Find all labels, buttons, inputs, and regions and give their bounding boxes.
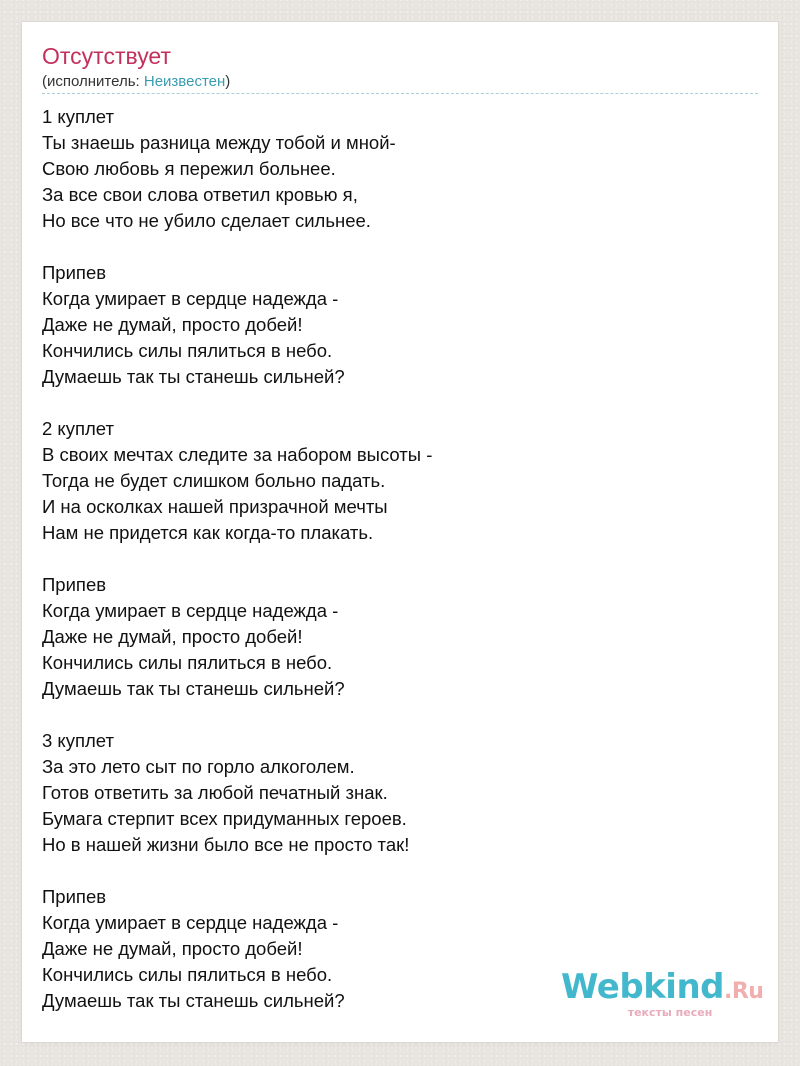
lyric-line: Когда умирает в сердце надежда - [42, 600, 339, 621]
stanza-verse-2 [42, 416, 758, 546]
stanza-heading: 2 куплет [42, 418, 114, 439]
stanza-chorus-1 [42, 260, 758, 390]
lyrics-card [22, 22, 778, 1042]
lyric-line: Готов ответить за любой печатный знак. [42, 782, 388, 803]
stanza-verse-3 [42, 728, 758, 858]
lyric-line: В своих мечтах следите за набором высоты - [42, 444, 433, 465]
watermark-brand: Webkind [561, 967, 724, 1007]
lyric-line: Кончились силы пялиться в небо. [42, 340, 333, 361]
lyric-line: За это лето сыт по горло алкоголем. [42, 756, 355, 777]
stanza-chorus-2 [42, 572, 758, 702]
stanza-heading: 3 куплет [42, 730, 114, 751]
stanza-heading: Припев [42, 886, 107, 907]
lyric-line: Думаешь так ты станешь сильней? [42, 990, 345, 1011]
lyric-line: Кончились силы пялиться в небо. [42, 652, 333, 673]
lyric-line: Ты знаешь разница между тобой и мной- [42, 132, 396, 153]
lyric-line: Когда умирает в сердце надежда - [42, 912, 339, 933]
artist-link[interactable]: Неизвестен [143, 73, 226, 90]
lyric-line: Думаешь так ты станешь сильней? [42, 366, 345, 387]
title-divider [42, 93, 758, 94]
watermark-tld: .Ru [724, 979, 764, 1004]
stanza-heading: 1 куплет [42, 106, 114, 127]
stanza-verse-1 [42, 104, 758, 234]
song-title: Отсутствует [42, 43, 171, 69]
performer-suffix: ) [225, 73, 231, 90]
lyric-line: И на осколках нашей призрачной мечты [42, 496, 388, 517]
site-watermark [561, 967, 764, 1019]
lyrics-body [42, 104, 758, 1040]
lyric-line: Бумага стерпит всех придуманных героев. [42, 808, 407, 829]
performer-prefix: (исполнитель: [42, 73, 144, 90]
lyric-line: Свою любовь я пережил больнее. [42, 158, 336, 179]
lyric-line: Но все что не убило сделает сильнее. [42, 210, 371, 231]
stanza-heading: Припев [42, 574, 107, 595]
lyric-line: Но в нашей жизни было все не просто так! [42, 834, 410, 855]
lyric-line: Тогда не будет слишком больно падать. [42, 470, 386, 491]
lyric-line: Нам не придется как когда-то плакать. [42, 522, 374, 543]
stanza-heading: Припев [42, 262, 107, 283]
lyric-line: Когда умирает в сердце надежда - [42, 288, 339, 309]
watermark-logo [561, 967, 764, 1009]
lyric-line: Кончились силы пялиться в небо. [42, 964, 333, 985]
lyric-line: За все свои слова ответил кровью я, [42, 184, 358, 205]
lyric-line: Даже не думай, просто добей! [42, 314, 303, 335]
lyric-line: Даже не думай, просто добей! [42, 626, 303, 647]
lyric-line: Даже не думай, просто добей! [42, 938, 303, 959]
performer-line [42, 73, 230, 91]
lyric-line: Думаешь так ты станешь сильней? [42, 678, 345, 699]
watermark-tagline: тексты песен [627, 1006, 713, 1019]
